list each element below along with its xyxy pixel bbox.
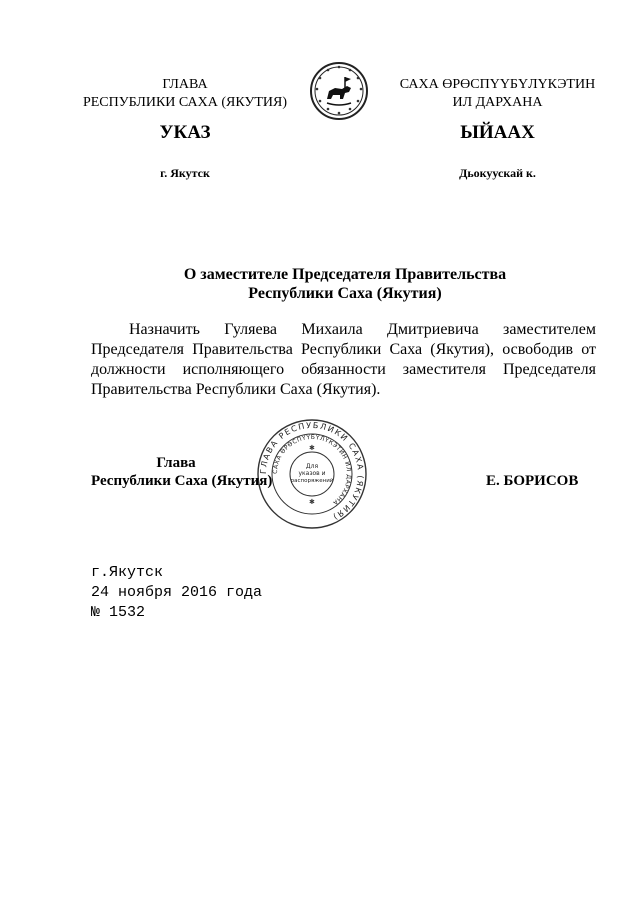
header-right-line1: САХА ӨРӨСПҮҮБҮЛҮКЭТИН — [399, 77, 596, 92]
stamp-center-line3: распоряжений — [290, 478, 334, 484]
title-line1: О заместителе Председателя Правительства — [183, 266, 507, 283]
header-right — [385, 76, 610, 112]
official-seal-stamp — [256, 418, 368, 530]
signatory-position — [91, 454, 261, 472]
stamp-center-line1: Для — [305, 463, 319, 470]
body-paragraph: Назначить Гуляева Михаила Дмитриевича заместителем Председателя Правительства Республики Саха (Якутия), освободив от должности исполняющего обязанности заместителя Председателя Правительства Республики Саха (Якутия). — [91, 321, 596, 398]
doc-type-right: ЫЙААХ — [460, 122, 535, 143]
doc-type-left: УКАЗ — [159, 122, 211, 143]
footer-city: г.Якутск — [91, 564, 164, 581]
footer-number: № 1532 — [91, 604, 146, 621]
svg-text:✱: ✱ — [309, 498, 315, 506]
signatory-position-line1: Глава — [156, 455, 196, 471]
header-left — [60, 76, 310, 112]
stamp-outer-text: ГЛАВА РЕСПУБЛИКИ САХА (ЯКУТИЯ) — [258, 420, 366, 522]
header-left-line1: ГЛАВА — [162, 77, 208, 92]
coat-of-arms-emblem-icon — [309, 61, 369, 121]
title-line2: Республики Саха (Якутия) — [248, 285, 442, 302]
signatory-name: Е. БОРИСОВ — [486, 473, 579, 489]
signatory-position-line2: Республики Саха (Якутия) — [91, 473, 273, 489]
footer — [91, 563, 262, 623]
city-right: Дьокуускай к. — [459, 166, 536, 180]
stamp-center-line2: указов и — [298, 470, 326, 477]
city-left: г. Якутск — [160, 166, 210, 180]
header-left-line2: РЕСПУБЛИКИ САХА (ЯКУТИЯ) — [82, 95, 288, 110]
stamp-inner-text: САХА ӨРӨСПҮҮБҮЛҮКЭТИН ИЛ ДАРХАНА — [271, 433, 353, 507]
svg-text:✱: ✱ — [309, 444, 315, 452]
header-right-line2: ИЛ ДАРХАНА — [452, 95, 543, 110]
footer-date: 24 ноября 2016 года — [91, 584, 263, 601]
document-title — [90, 265, 600, 303]
